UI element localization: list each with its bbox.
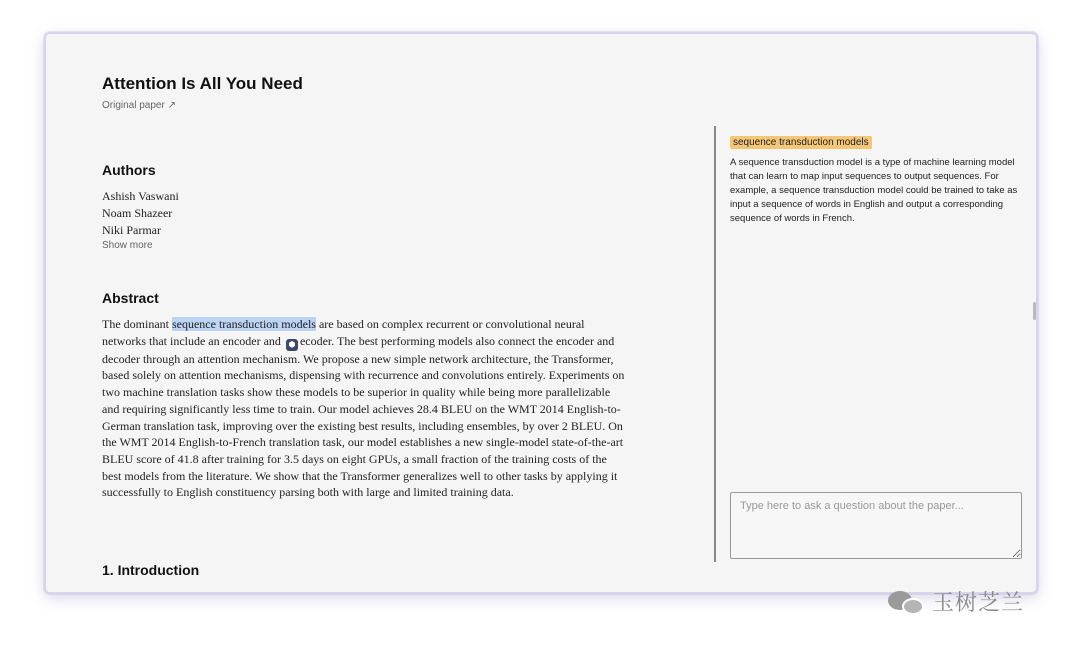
explanation-sidebar	[730, 132, 1022, 226]
wechat-icon	[888, 589, 926, 615]
paper-pane	[102, 34, 702, 592]
abstract-text[interactable]	[102, 316, 628, 501]
paper-title: Attention Is All You Need	[102, 74, 303, 93]
introduction-heading: 1. Introduction	[102, 562, 200, 578]
highlighted-term[interactable]: sequence transduction models	[171, 317, 316, 331]
abstract-text-mid: are based on complex recurrent or convolutional neural networks that include an encoder and	[102, 317, 585, 348]
term-definition: A sequence transduction model is a type of machine learning model that can learn to map input sequences to output sequences. For example, a sequence transduction model could be trained to take as input a sequence of words in English and output a corresponding sequence of words in French.	[730, 157, 1018, 224]
question-input[interactable]	[730, 492, 1022, 559]
watermark-text: 玉树芝兰	[932, 591, 1025, 616]
explain-selection-icon[interactable]: ⬢	[286, 339, 298, 351]
authors-heading: Authors	[102, 162, 156, 178]
abstract-heading: Abstract	[102, 290, 159, 306]
app-window	[44, 32, 1038, 594]
right-resize-handle[interactable]	[1033, 302, 1036, 320]
author-name: Niki Parmar	[102, 223, 161, 237]
pane-divider[interactable]	[714, 126, 716, 562]
abstract-text-partial: ecoder	[299, 333, 332, 348]
watermark	[888, 586, 1024, 617]
show-more-authors-button[interactable]: Show more	[102, 240, 153, 251]
left-resize-handle[interactable]	[44, 306, 47, 322]
author-list	[102, 188, 179, 239]
abstract-text-start: The dominant	[102, 317, 172, 331]
selected-term-badge: sequence transduction models	[730, 136, 872, 149]
abstract-text-rest: . The best performing models also connect the encoder and decoder through an attention mechanism. We propose a new simple network architecture, the Transformer, based solely on attention mechanisms, dispensing with recurrence and convolutions entirely. Experiments on two machine translation tasks show these models to be superior in quality while being more parallelizable and requiring significantly less time to train. Our model achieves 28.4 BLEU on the WMT 2014 English-to-German translation task, improving over the existing best results, including ensembles, by over 2 BLEU. On the WMT 2014 English-to-French translation task, our model establishes a new single-model state-of-the-art BLEU score of 41.8 after training for 3.5 days on eight GPUs, a small fraction of the training costs of the best models from the literature. We show that the Transformer generalizes well to other tasks by applying it successfully to English constituency parsing both with large and limited training data.	[102, 333, 625, 500]
author-name: Noam Shazeer	[102, 206, 173, 220]
author-name: Ashish Vaswani	[102, 189, 179, 203]
original-paper-link[interactable]: Original paper ↗	[102, 100, 176, 111]
